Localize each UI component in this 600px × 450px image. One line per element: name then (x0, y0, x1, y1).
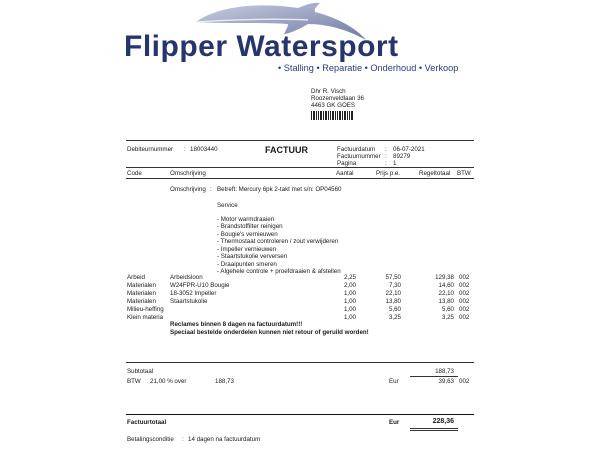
total-underline (410, 430, 458, 431)
line-code: Milieu-heffing (127, 306, 164, 313)
line-unit-price: 22,10 (385, 290, 401, 297)
line-description: Arbeidsloon (170, 274, 203, 281)
vat-label: BTW (127, 378, 141, 385)
line-quantity: 1,00 (343, 306, 356, 313)
vat-currency: Eur (389, 378, 399, 385)
line-description: Staartstukolie (170, 298, 208, 305)
invoice-title: FACTUUR (265, 145, 308, 155)
line-vat: 002 (459, 306, 470, 313)
line-code: Materialen (127, 298, 156, 305)
barcode-icon (311, 111, 363, 120)
line-total: 13,80 (438, 298, 454, 305)
total-value: 228,36 (432, 418, 454, 425)
task-item: - Draaipunten smeren (217, 261, 277, 268)
address-name: Dhr R. Visch (311, 88, 346, 95)
line-code: Materialen (127, 282, 156, 289)
task-item: - Thermostaat controleren / zout verwijderen (217, 238, 339, 245)
divider (126, 167, 474, 168)
page-sep: : (385, 160, 387, 167)
subtotal-underline (410, 376, 458, 377)
line-quantity: 2,00 (343, 282, 356, 289)
number-label: Factuurnummer (337, 153, 381, 160)
date-label: Factuurdatum (337, 146, 376, 153)
line-unit-price: 13,80 (385, 298, 401, 305)
col-unit-price: Prijs p.e. (376, 170, 401, 177)
line-code: Klein materia (127, 314, 164, 321)
col-vat: BTW (457, 170, 471, 177)
description-sep: : (210, 186, 212, 193)
line-quantity: 1,00 (343, 298, 356, 305)
task-item: - Algehele controle + proefdraaien & afstellen (217, 268, 341, 275)
line-total: 22,10 (438, 290, 454, 297)
task-item: - Motor warmdraaien (217, 216, 275, 223)
line-vat: 002 (459, 290, 470, 297)
col-quantity: Aantal (336, 170, 354, 177)
divider (126, 178, 474, 179)
task-item: - Impeller vernieuwen (217, 246, 277, 253)
line-unit-price: 57,50 (385, 274, 401, 281)
line-vat: 002 (459, 314, 470, 321)
line-total: 14,60 (438, 282, 454, 289)
payment-label: Betalingsconditie (127, 436, 174, 443)
divider (126, 414, 474, 415)
invoice-date: 06-07-2021 (393, 146, 425, 153)
line-code: Materialen (127, 290, 156, 297)
vat-rate: 21,00 % over (150, 378, 187, 385)
task-item: - Bougie's vernieuwen (217, 231, 278, 238)
note-returns: Speciaal bestelde onderdelen kunnen niet retour of geruild worden! (170, 329, 369, 336)
subtotal-value: 188,73 (435, 368, 454, 375)
col-description: Omschrijving (170, 170, 206, 177)
col-line-total: Regeltotaal (419, 170, 451, 177)
date-sep: : (385, 146, 387, 153)
divider (126, 140, 474, 141)
line-description: W24FPR-U10 Bougie (170, 282, 230, 289)
address-city: 4463 GK GOES (311, 102, 356, 109)
line-vat: 002 (459, 282, 470, 289)
vat-amount: 39,63 (438, 378, 454, 385)
line-unit-price: 3,25 (388, 314, 401, 321)
task-item: - Staartstukolie verversen (217, 253, 288, 260)
payment-sep: : (182, 436, 184, 443)
line-description: 18-3052 Impeller (170, 290, 217, 297)
total-underline (410, 428, 458, 429)
line-code: Arbeid (127, 274, 145, 281)
brand-name: Flipper Watersport (124, 30, 399, 63)
debtor-number: 18003440 (190, 146, 218, 153)
debtor-sep: : (184, 146, 186, 153)
number-sep: : (385, 153, 387, 160)
line-total: 129,38 (435, 274, 454, 281)
page-label: Pagina (337, 160, 357, 167)
line-vat: 002 (459, 274, 470, 281)
line-unit-price: 7,30 (388, 282, 401, 289)
payment-value: 14 dagen na factuurdatum (188, 436, 261, 443)
vat-code: 002 (459, 378, 470, 385)
subtotal-label: Subtotaal (127, 368, 154, 375)
line-total: 3,25 (441, 314, 454, 321)
address-street: Roozenveldlaan 36 (311, 95, 364, 102)
line-total: 5,60 (441, 306, 454, 313)
total-label: Factuurtotaal (127, 419, 167, 426)
line-unit-price: 5,60 (388, 306, 401, 313)
task-item: - Brandstoffilter reinigen (217, 223, 283, 230)
description-label: Omschrijving (170, 186, 206, 193)
line-quantity: 1,00 (343, 314, 356, 321)
description-subject: Betreft: Mercury 6pk 2-takt met s/n: OP04560 (217, 186, 342, 193)
divider (126, 362, 474, 363)
description-service: Service (217, 202, 238, 209)
line-vat: 002 (459, 298, 470, 305)
invoice-number: 89279 (393, 153, 411, 160)
vat-base: 188,73 (215, 378, 234, 385)
line-quantity: 2,25 (343, 274, 356, 281)
debtor-label: Debiteurnummer (127, 146, 174, 153)
line-quantity: 1,00 (343, 290, 356, 297)
total-currency: Eur (389, 419, 400, 426)
col-code: Code (127, 170, 142, 177)
note-complaints: Reclames binnen 8 dagen na factuurdatum!!! (170, 321, 303, 328)
page-number: 1 (393, 160, 397, 167)
brand-tagline: • Stalling • Reparatie • Onderhoud • Verkoop (278, 63, 459, 73)
